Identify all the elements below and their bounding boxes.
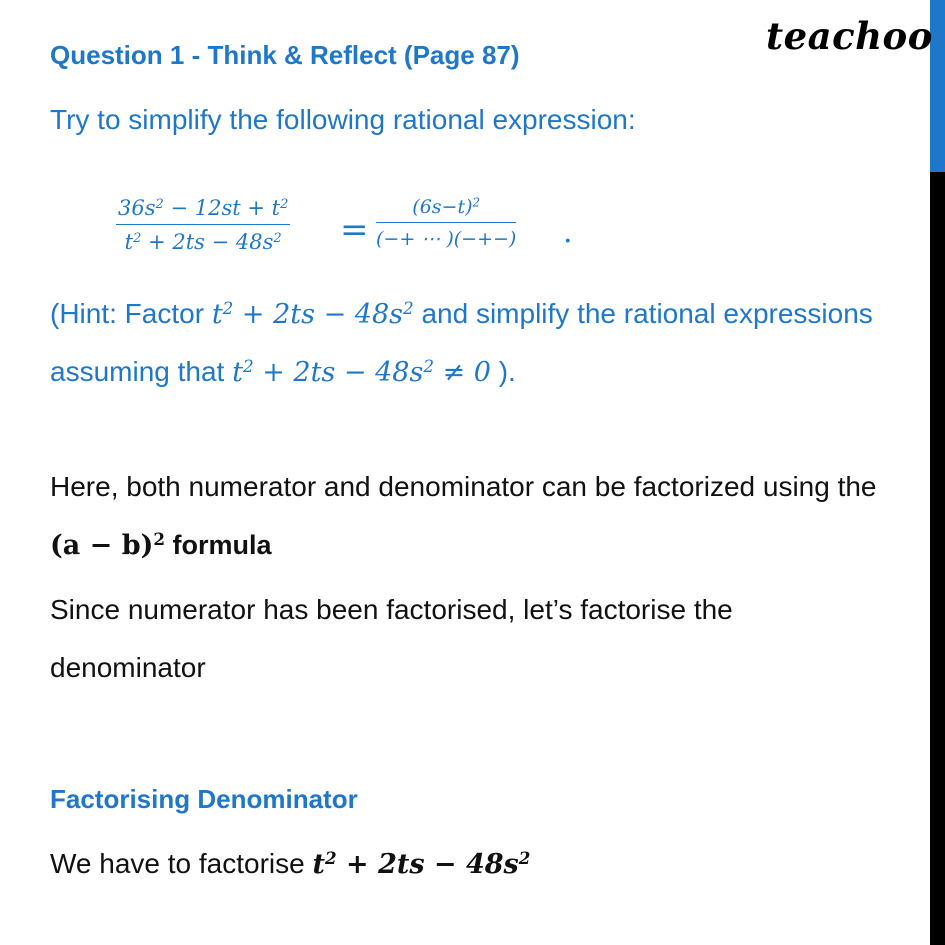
- hint-line-2: [50, 356, 516, 388]
- teachoo-logo: teachoo: [766, 14, 933, 58]
- hint-expression-2: $t^2 + 2ts - 48s^2 \ne 0$: [232, 355, 491, 388]
- formula-expression: $(a - b)^2$: [50, 528, 166, 561]
- lhs-denominator: $t^2 + 2ts - 48s^2$: [124, 230, 282, 254]
- factorise-line: [50, 848, 530, 880]
- hint-line2-end: ).: [490, 356, 516, 387]
- lhs-numerator: $36s^2 - 12st + t^2$: [116, 196, 290, 225]
- hint-line1-end: and simplify the rational expressions: [413, 298, 873, 329]
- formula-word: formula: [165, 530, 272, 560]
- solution-formula-line: [50, 530, 272, 561]
- rhs-numerator: $(6s-t)^2$: [376, 196, 516, 223]
- section-heading-factorising-denominator: Factorising Denominator: [50, 784, 358, 814]
- rhs-fraction: [376, 196, 516, 250]
- solution-line-3: Since numerator has been factorised, let’s factorise the: [50, 594, 733, 625]
- factorise-expression: $t^2 + 2ts - 48s^2$: [312, 847, 531, 880]
- equals-sign: =: [340, 210, 369, 250]
- lhs-fraction: [116, 196, 290, 254]
- hint-expression-1: $t^2 + 2ts - 48s^2$: [211, 297, 414, 330]
- hint-line2-start: assuming that: [50, 356, 233, 387]
- question-title: Question 1 - Think & Reflect (Page 87): [50, 40, 520, 70]
- hint-line-1: [50, 298, 873, 330]
- hint-line1-start: (Hint: Factor: [50, 298, 212, 329]
- rhs-denominator: (−+ ⋯ )(−+−): [376, 228, 517, 250]
- question-intro: Try to simplify the following rational expression:: [50, 104, 636, 135]
- solution-line-4: denominator: [50, 652, 206, 683]
- factorise-text: We have to factorise: [50, 848, 313, 879]
- expression-period: .: [563, 215, 573, 250]
- solution-line-1: Here, both numerator and denominator can be factorized using the: [50, 471, 877, 502]
